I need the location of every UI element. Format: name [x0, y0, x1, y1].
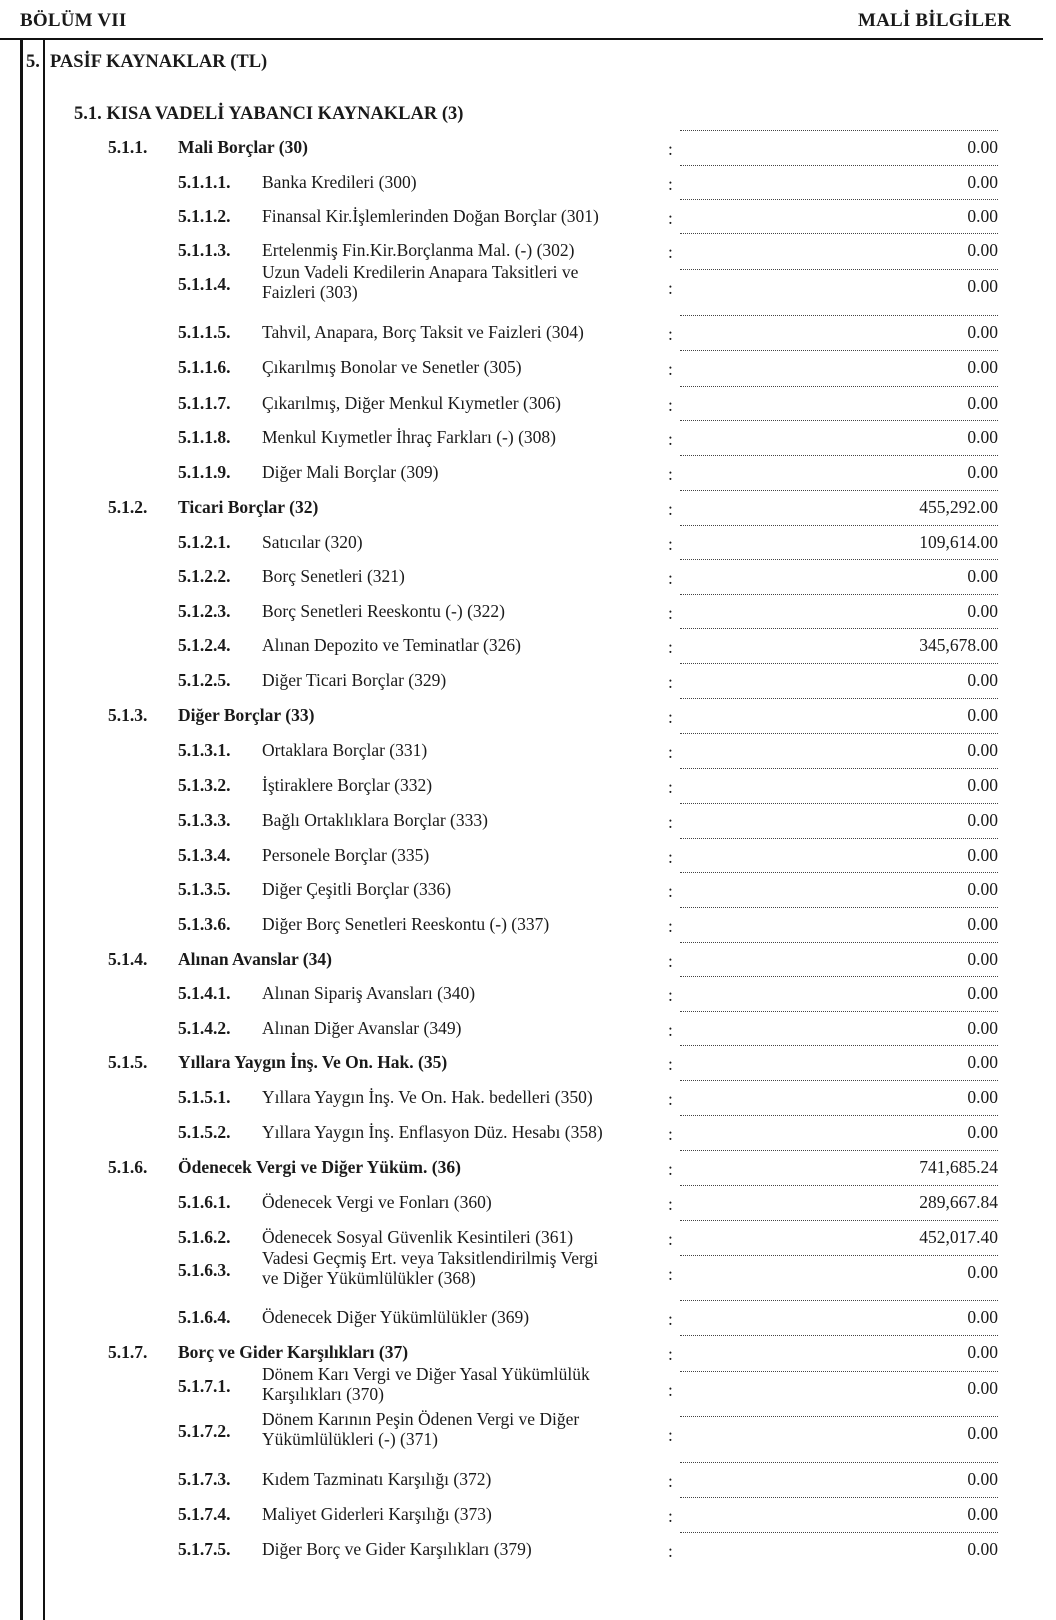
- colon-separator: :: [668, 985, 673, 1005]
- account-code: 5.1.7.4.: [178, 1504, 231, 1524]
- colon-separator: :: [668, 1054, 673, 1074]
- account-label: Çıkarılmış, Diğer Menkul Kıymetler (306): [262, 393, 561, 413]
- dotted-leader: [680, 838, 998, 839]
- colon-separator: :: [668, 429, 673, 449]
- account-label: Ortaklara Borçlar (331): [262, 740, 428, 760]
- top-rule: [0, 38, 1043, 40]
- account-code: 5.1.6.: [108, 1157, 148, 1177]
- dotted-leader: [680, 872, 998, 873]
- account-label-continued: Yükümlülükleri (-) (371): [262, 1429, 438, 1449]
- account-code: 5.1.5.2.: [178, 1122, 231, 1142]
- dotted-leader: [680, 386, 998, 387]
- dotted-leader: [680, 1011, 998, 1012]
- amount-value: 0.00: [967, 810, 998, 830]
- dotted-leader: [680, 1080, 998, 1081]
- account-label: Ertelenmiş Fin.Kir.Borçlanma Mal. (-) (302): [262, 240, 575, 260]
- account-code: 5.1.1.2.: [178, 206, 231, 226]
- dotted-leader: [680, 525, 998, 526]
- dotted-leader: [680, 1335, 998, 1336]
- dotted-leader: [680, 1220, 998, 1221]
- account-label: İştiraklere Borçlar (332): [262, 775, 433, 795]
- account-label: Diğer Borç Senetleri Reeskontu (-) (337): [262, 914, 550, 934]
- account-code: 5.1.2.4.: [178, 635, 231, 655]
- account-label: Bağlı Ortaklıklara Borçlar (333): [262, 810, 488, 830]
- amount-value: 0.00: [967, 1052, 998, 1072]
- account-label: Yıllara Yaygın İnş. Enflasyon Düz. Hesabı (358): [262, 1122, 603, 1142]
- dotted-leader: [680, 1115, 998, 1116]
- colon-separator: :: [668, 1344, 673, 1364]
- account-code: 5.1.2.: [108, 497, 148, 517]
- account-code: 5.1.6.4.: [178, 1307, 231, 1327]
- dotted-leader: [680, 490, 998, 491]
- amount-value: 0.00: [967, 1018, 998, 1038]
- dotted-leader: [680, 1371, 998, 1372]
- amount-value: 0.00: [967, 1504, 998, 1524]
- left-rule: [20, 38, 23, 1620]
- account-label: Borç Senetleri (321): [262, 566, 405, 586]
- dotted-leader: [680, 1150, 998, 1151]
- account-label: Personele Borçlar (335): [262, 845, 430, 865]
- dotted-leader: [680, 199, 998, 200]
- colon-separator: :: [668, 1506, 673, 1526]
- account-label: Yıllara Yaygın İnş. Ve On. Hak. (35): [178, 1052, 448, 1072]
- colon-separator: :: [668, 1089, 673, 1109]
- amount-value: 0.00: [967, 914, 998, 934]
- account-label: Dönem Karının Peşin Ödenen Vergi ve Diğer: [262, 1409, 580, 1429]
- dotted-leader: [680, 907, 998, 908]
- account-code: 5.1.7.3.: [178, 1469, 231, 1489]
- colon-separator: :: [668, 534, 673, 554]
- account-label: Diğer Mali Borçlar (309): [262, 462, 439, 482]
- account-label: Banka Kredileri (300): [262, 172, 417, 192]
- account-code: 5.1.1.1.: [178, 172, 231, 192]
- account-code: 5.1.4.1.: [178, 983, 231, 1003]
- dotted-leader: [680, 350, 998, 351]
- account-label: Tahvil, Anapara, Borç Taksit ve Faizleri (304): [262, 322, 584, 342]
- account-code: 5.1.6.2.: [178, 1227, 231, 1247]
- account-code: 5.1.7.1.: [178, 1376, 231, 1396]
- account-label: Ödenecek Diğer Yükümlülükler (369): [262, 1307, 530, 1327]
- dotted-leader: [680, 233, 998, 234]
- account-code: 5.1.3.6.: [178, 914, 231, 934]
- section-number: 5.: [26, 52, 40, 72]
- amount-value: 0.00: [967, 740, 998, 760]
- account-code: 5.1.6.1.: [178, 1192, 231, 1212]
- account-code: 5.1.2.1.: [178, 532, 231, 552]
- amount-value: 0.00: [967, 1469, 998, 1489]
- account-code: 5.1.3.4.: [178, 845, 231, 865]
- amount-value: 0.00: [967, 172, 998, 192]
- dotted-leader: [680, 1255, 998, 1256]
- header-title: MALİ BİLGİLER: [857, 10, 1011, 31]
- account-label-continued: Faizleri (303): [262, 282, 358, 302]
- account-label-continued: ve Diğer Yükümlülükler (368): [262, 1268, 476, 1288]
- dotted-leader: [680, 1416, 998, 1417]
- amount-value: 0.00: [967, 206, 998, 226]
- colon-separator: :: [668, 1229, 673, 1249]
- amount-value: 741,685.24: [919, 1157, 998, 1177]
- amount-value: 0.00: [967, 1539, 998, 1559]
- dotted-leader: [680, 594, 998, 595]
- account-code: 5.1.3.3.: [178, 810, 231, 830]
- colon-separator: :: [668, 1124, 673, 1144]
- amount-value: 0.00: [967, 357, 998, 377]
- account-label: Uzun Vadeli Kredilerin Anapara Taksitleri ve: [262, 262, 579, 282]
- amount-value: 0.00: [967, 983, 998, 1003]
- colon-separator: :: [668, 242, 673, 262]
- amount-value: 0.00: [967, 1087, 998, 1107]
- account-code: 5.1.3.2.: [178, 775, 231, 795]
- colon-separator: :: [668, 1159, 673, 1179]
- section-title: PASİF KAYNAKLAR (TL): [50, 52, 268, 72]
- dotted-leader: [680, 165, 998, 166]
- subsection-title: 5.1. KISA VADELİ YABANCI KAYNAKLAR (3): [74, 104, 464, 124]
- colon-separator: :: [668, 139, 673, 159]
- amount-value: 0.00: [967, 879, 998, 899]
- account-code: 5.1.5.: [108, 1052, 148, 1072]
- amount-value: 455,292.00: [919, 497, 998, 517]
- amount-value: 0.00: [967, 462, 998, 482]
- dotted-leader: [680, 559, 998, 560]
- amount-value: 0.00: [967, 1262, 998, 1282]
- account-label: Alınan Depozito ve Teminatlar (326): [262, 635, 521, 655]
- account-code: 5.1.4.2.: [178, 1018, 231, 1038]
- colon-separator: :: [668, 1471, 673, 1491]
- colon-separator: :: [668, 464, 673, 484]
- account-code: 5.1.1.5.: [178, 322, 231, 342]
- account-label: Borç Senetleri Reeskontu (-) (322): [262, 601, 505, 621]
- amount-value: 0.00: [967, 276, 998, 296]
- colon-separator: :: [668, 278, 673, 298]
- dotted-leader: [680, 663, 998, 664]
- amount-value: 0.00: [967, 1307, 998, 1327]
- dotted-leader: [680, 1462, 998, 1463]
- account-label: Maliyet Giderleri Karşılığı (373): [262, 1504, 492, 1524]
- colon-separator: :: [668, 499, 673, 519]
- account-label: Diğer Ticari Borçlar (329): [262, 670, 447, 690]
- account-label: Diğer Çeşitli Borçlar (336): [262, 879, 452, 899]
- colon-separator: :: [668, 777, 673, 797]
- amount-value: 345,678.00: [919, 635, 998, 655]
- colon-separator: :: [668, 603, 673, 623]
- amount-value: 0.00: [967, 1423, 998, 1443]
- dotted-leader: [680, 1300, 998, 1301]
- colon-separator: :: [668, 916, 673, 936]
- colon-separator: :: [668, 174, 673, 194]
- colon-separator: :: [668, 881, 673, 901]
- account-code: 5.1.2.2.: [178, 566, 231, 586]
- colon-separator: :: [668, 208, 673, 228]
- dotted-leader: [680, 1045, 998, 1046]
- colon-separator: :: [668, 1264, 673, 1284]
- account-label: Diğer Borçlar (33): [178, 705, 315, 725]
- account-label: Kıdem Tazminatı Karşılığı (372): [262, 1469, 492, 1489]
- amount-value: 0.00: [967, 566, 998, 586]
- account-label: Satıcılar (320): [262, 532, 363, 552]
- account-label: Ödenecek Vergi ve Fonları (360): [262, 1192, 492, 1212]
- colon-separator: :: [668, 847, 673, 867]
- colon-separator: :: [668, 637, 673, 657]
- dotted-leader: [680, 315, 998, 316]
- account-code: 5.1.1.6.: [178, 357, 231, 377]
- amount-value: 0.00: [967, 775, 998, 795]
- account-label: Mali Borçlar (30): [178, 137, 308, 157]
- colon-separator: :: [668, 1020, 673, 1040]
- account-code: 5.1.1.4.: [178, 274, 231, 294]
- dotted-leader: [680, 628, 998, 629]
- colon-separator: :: [668, 359, 673, 379]
- account-code: 5.1.7.5.: [178, 1539, 231, 1559]
- account-code: 5.1.5.1.: [178, 1087, 231, 1107]
- colon-separator: :: [668, 1380, 673, 1400]
- dotted-leader: [680, 455, 998, 456]
- dotted-leader: [680, 803, 998, 804]
- account-code: 5.1.7.: [108, 1342, 148, 1362]
- amount-value: 0.00: [967, 1378, 998, 1398]
- account-code: 5.1.3.1.: [178, 740, 231, 760]
- dotted-leader: [680, 768, 998, 769]
- amount-value: 0.00: [967, 845, 998, 865]
- colon-separator: :: [668, 395, 673, 415]
- dotted-leader: [680, 976, 998, 977]
- colon-separator: :: [668, 324, 673, 344]
- colon-separator: :: [668, 1541, 673, 1561]
- colon-separator: :: [668, 812, 673, 832]
- colon-separator: :: [668, 1425, 673, 1445]
- amount-value: 0.00: [967, 322, 998, 342]
- dotted-leader: [680, 698, 998, 699]
- account-code: 5.1.2.3.: [178, 601, 231, 621]
- left-rule-inner: [43, 38, 45, 1620]
- account-label: Borç ve Gider Karşılıkları (37): [178, 1342, 409, 1362]
- dotted-leader: [680, 1185, 998, 1186]
- colon-separator: :: [668, 951, 673, 971]
- account-code: 5.1.1.3.: [178, 240, 231, 260]
- account-code: 5.1.1.: [108, 137, 148, 157]
- dotted-leader: [680, 1497, 998, 1498]
- account-label: Yıllara Yaygın İnş. Ve On. Hak. bedelleri (350): [262, 1087, 593, 1107]
- account-label-continued: Karşılıkları (370): [262, 1384, 384, 1404]
- account-label: Çıkarılmış Bonolar ve Senetler (305): [262, 357, 522, 377]
- account-label: Alınan Avanslar (34): [178, 949, 332, 969]
- account-code: 5.1.3.: [108, 705, 148, 725]
- amount-value: 0.00: [967, 670, 998, 690]
- dotted-leader: [680, 420, 998, 421]
- account-label: Finansal Kir.İşlemlerinden Doğan Borçlar (301): [262, 206, 599, 226]
- account-code: 5.1.1.9.: [178, 462, 231, 482]
- amount-value: 0.00: [967, 949, 998, 969]
- account-code: 5.1.3.5.: [178, 879, 231, 899]
- account-code: 5.1.6.3.: [178, 1260, 231, 1280]
- colon-separator: :: [668, 568, 673, 588]
- amount-value: 0.00: [967, 137, 998, 157]
- amount-value: 0.00: [967, 1342, 998, 1362]
- account-code: 5.1.4.: [108, 949, 148, 969]
- dotted-leader: [680, 269, 998, 270]
- account-label: Diğer Borç ve Gider Karşılıkları (379): [262, 1539, 532, 1559]
- amount-value: 0.00: [967, 393, 998, 413]
- account-code: 5.1.2.5.: [178, 670, 231, 690]
- header-section-label: BÖLÜM VII: [20, 10, 127, 31]
- dotted-leader: [680, 1532, 998, 1533]
- account-label: Alınan Diğer Avanslar (349): [262, 1018, 462, 1038]
- dotted-leader: [680, 733, 998, 734]
- account-label: Ticari Borçlar (32): [178, 497, 319, 517]
- amount-value: 0.00: [967, 427, 998, 447]
- account-label: Ödenecek Vergi ve Diğer Yüküm. (36): [178, 1157, 461, 1177]
- account-code: 5.1.1.8.: [178, 427, 231, 447]
- colon-separator: :: [668, 707, 673, 727]
- colon-separator: :: [668, 672, 673, 692]
- account-label: Dönem Karı Vergi ve Diğer Yasal Yükümlülük: [262, 1364, 590, 1384]
- amount-value: 0.00: [967, 240, 998, 260]
- account-label: Menkul Kıymetler İhraç Farkları (-) (308): [262, 427, 556, 447]
- amount-value: 109,614.00: [919, 532, 998, 552]
- colon-separator: :: [668, 1194, 673, 1214]
- account-label: Vadesi Geçmiş Ert. veya Taksitlendirilmiş Vergi: [262, 1248, 599, 1268]
- amount-value: 0.00: [967, 1122, 998, 1142]
- amount-value: 289,667.84: [919, 1192, 998, 1212]
- amount-value: 452,017.40: [919, 1227, 998, 1247]
- amount-value: 0.00: [967, 705, 998, 725]
- colon-separator: :: [668, 742, 673, 762]
- account-code: 5.1.1.7.: [178, 393, 231, 413]
- dotted-leader: [680, 942, 998, 943]
- dotted-leader: [680, 130, 998, 131]
- amount-value: 0.00: [967, 601, 998, 621]
- account-label: Alınan Sipariş Avansları (340): [262, 983, 476, 1003]
- account-label: Ödenecek Sosyal Güvenlik Kesintileri (361): [262, 1227, 574, 1247]
- colon-separator: :: [668, 1309, 673, 1329]
- account-code: 5.1.7.2.: [178, 1421, 231, 1441]
